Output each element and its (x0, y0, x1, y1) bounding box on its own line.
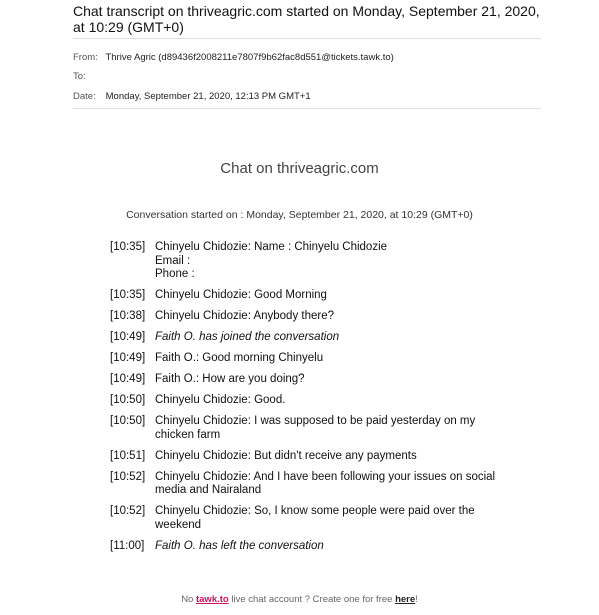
message-text (155, 241, 530, 282)
message-line: Chinyelu Chidozie: But didn't receive any payments (155, 449, 417, 462)
chat-message (110, 310, 530, 324)
message-text (155, 373, 530, 387)
message-line: chicken farm (155, 428, 221, 441)
message-line: Faith O. has left the conversation (155, 539, 324, 552)
message-timestamp: [10:52] (110, 505, 146, 517)
message-timestamp: [10:49] (110, 352, 146, 364)
message-timestamp: [10:51] (110, 449, 146, 462)
message-line: Faith O. has joined the conversation (155, 331, 340, 343)
chat-message (110, 505, 530, 532)
message-line: Chinyelu Chidozie: And I have been following your issues on social (155, 470, 496, 483)
message-text (155, 471, 530, 498)
chat-message (110, 373, 530, 387)
chat-title: Chat on thriveagric.com (220, 160, 379, 177)
message-timestamp: [11:00] (110, 539, 145, 552)
message-text (155, 450, 530, 464)
footer-middle: live chat account ? Create one for free (231, 594, 393, 605)
to-row (73, 71, 103, 82)
message-line: Chinyelu Chidozie: So, I know some people were paid over the (155, 505, 475, 517)
to-label: To: (73, 71, 86, 82)
message-line: Faith O.: Good morning Chinyelu (155, 352, 324, 364)
conversation-started: Conversation started on : Monday, September 21, 2020, at 10:29 (GMT+0) (126, 209, 473, 221)
message-line: Chinyelu Chidozie: Good. (155, 394, 286, 406)
message-line: Faith O.: How are you doing? (155, 373, 305, 385)
chat-message (110, 540, 530, 554)
from-value: Thrive Agric (d89436f2008211e7807f9b62fac8d551@tickets.tawk.to) (105, 52, 394, 63)
message-line: Chinyelu Chidozie: I was supposed to be paid yesterday on my (155, 415, 476, 427)
message-timestamp: [10:50] (110, 394, 146, 406)
chat-message (110, 450, 530, 464)
message-timestamp: [10:38] (110, 310, 146, 322)
message-text (155, 415, 530, 442)
message-line: weekend (155, 518, 202, 531)
message-line: Phone : (155, 268, 195, 280)
message-text (155, 505, 530, 532)
message-line: Email : (155, 254, 191, 267)
date-row (73, 91, 311, 102)
chat-message (110, 352, 530, 366)
message-line: Chinyelu Chidozie: Anybody there? (155, 310, 335, 322)
chat-message (110, 394, 530, 408)
tawkto-link[interactable]: tawk.to (195, 594, 229, 605)
message-text (155, 352, 530, 366)
chat-message (110, 415, 530, 442)
message-line: media and Nairaland (155, 484, 262, 496)
chat-message (110, 471, 530, 498)
here-link[interactable]: here (395, 594, 416, 605)
message-timestamp: [10:49] (110, 373, 146, 385)
from-row (73, 52, 394, 63)
from-label: From: (73, 52, 98, 63)
message-timestamp: [10:52] (110, 470, 146, 483)
message-text (155, 310, 530, 324)
chat-message (110, 331, 530, 345)
footer-suffix: ! (415, 594, 418, 605)
message-timestamp: [10:50] (110, 415, 146, 427)
message-line: Chinyelu Chidozie: Name : Chinyelu Chidozie (155, 241, 388, 253)
chat-transcript (110, 241, 530, 561)
message-timestamp: [10:49] (110, 331, 146, 343)
footer-prefix: No (181, 594, 194, 605)
divider (73, 38, 541, 39)
email-subject: Chat transcript on thriveagric.com started on Monday, September 21, 2020, at 10:29 (GMT+0) (73, 3, 540, 35)
footer (0, 594, 599, 605)
message-text (155, 394, 530, 408)
message-timestamp: [10:35] (110, 241, 146, 253)
date-value: Monday, September 21, 2020, 12:13 PM GMT+1 (105, 91, 311, 102)
message-text (155, 289, 530, 303)
chat-message (110, 241, 530, 282)
divider (73, 108, 541, 109)
chat-message (110, 289, 530, 303)
message-timestamp: [10:35] (110, 289, 146, 301)
message-text (155, 331, 530, 345)
date-label: Date: (73, 91, 96, 102)
message-text (155, 540, 530, 554)
message-line: Chinyelu Chidozie: Good Morning (155, 289, 327, 301)
